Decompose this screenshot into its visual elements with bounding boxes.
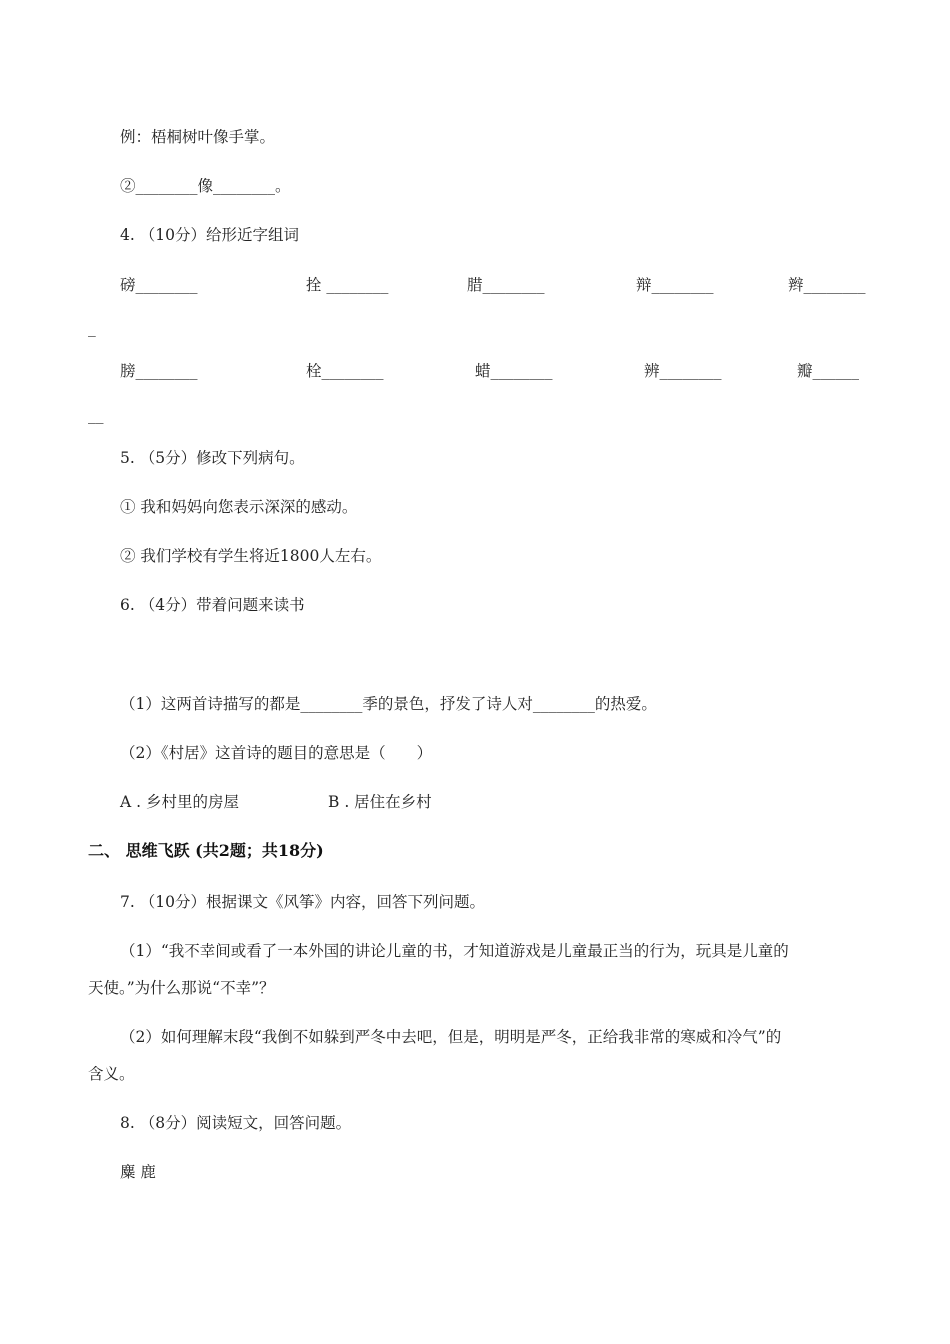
q6-sub1: （1）这两首诗描写的都是________季的景色，抒发了诗人对________的热爱。 (120, 695, 657, 713)
q8-passage-title: 麋 鹿 (120, 1163, 156, 1181)
q7-sub2-line2: 含义。 (88, 1065, 135, 1083)
question-6-title: 6. （4分）带着问题来读书 (120, 596, 305, 614)
q6-option-a[interactable]: A . 乡村里的房屋 (120, 793, 239, 811)
q7-sub1-line2: 天使。”为什么那说“不幸”？ (88, 979, 275, 997)
q4-row2-word1: 膀________ (120, 362, 198, 380)
q4-row1-overflow: _ (88, 319, 96, 337)
q4-row1-word1: 磅________ (120, 276, 198, 294)
q4-row2-word3: 蜡________ (475, 362, 553, 380)
q4-row1-word5: 辫________ (788, 276, 866, 294)
q5-item2: ② 我们学校有学生将近1800人左右。 (120, 547, 382, 565)
q4-row1-word2: 拴 ________ (306, 276, 389, 294)
q4-row1-word4: 辩________ (636, 276, 714, 294)
example-fill-item: ②________像________。 (120, 177, 291, 195)
section-2-heading: 二、 思维飞跃 (共2题；共18分) (88, 841, 324, 860)
q4-row1-word3: 腊________ (467, 276, 545, 294)
q4-row2-word5: 瓣______ (797, 362, 860, 380)
example-sentence: 例：梧桐树叶像手掌。 (120, 128, 276, 146)
question-4-title: 4. （10分）给形近字组词 (120, 226, 299, 244)
q4-row2-word2: 栓________ (306, 362, 384, 380)
q4-row2-overflow: __ (88, 406, 104, 424)
question-8-title: 8. （8分）阅读短文，回答问题。 (120, 1114, 352, 1132)
q7-sub2-line1: （2）如何理解末段“我倒不如躲到严冬中去吧，但是，明明是严冬，正给我非常的寒威和冷气”的 (120, 1028, 782, 1046)
question-7-title: 7. （10分）根据课文《风筝》内容，回答下列问题。 (120, 893, 485, 911)
q6-sub2: （2）《村居》这首诗的题目的意思是（ ） (120, 744, 433, 762)
question-5-title: 5. （5分）修改下列病句。 (120, 449, 305, 467)
q5-item1: ① 我和妈妈向您表示深深的感动。 (120, 498, 358, 516)
q4-row2-word4: 辨________ (644, 362, 722, 380)
q7-sub1-line1: （1）“我不幸间或看了一本外国的讲论儿童的书，才知道游戏是儿童最正当的行为，玩具是儿童的 (120, 942, 789, 960)
q6-option-b[interactable]: B . 居住在乡村 (328, 793, 432, 811)
